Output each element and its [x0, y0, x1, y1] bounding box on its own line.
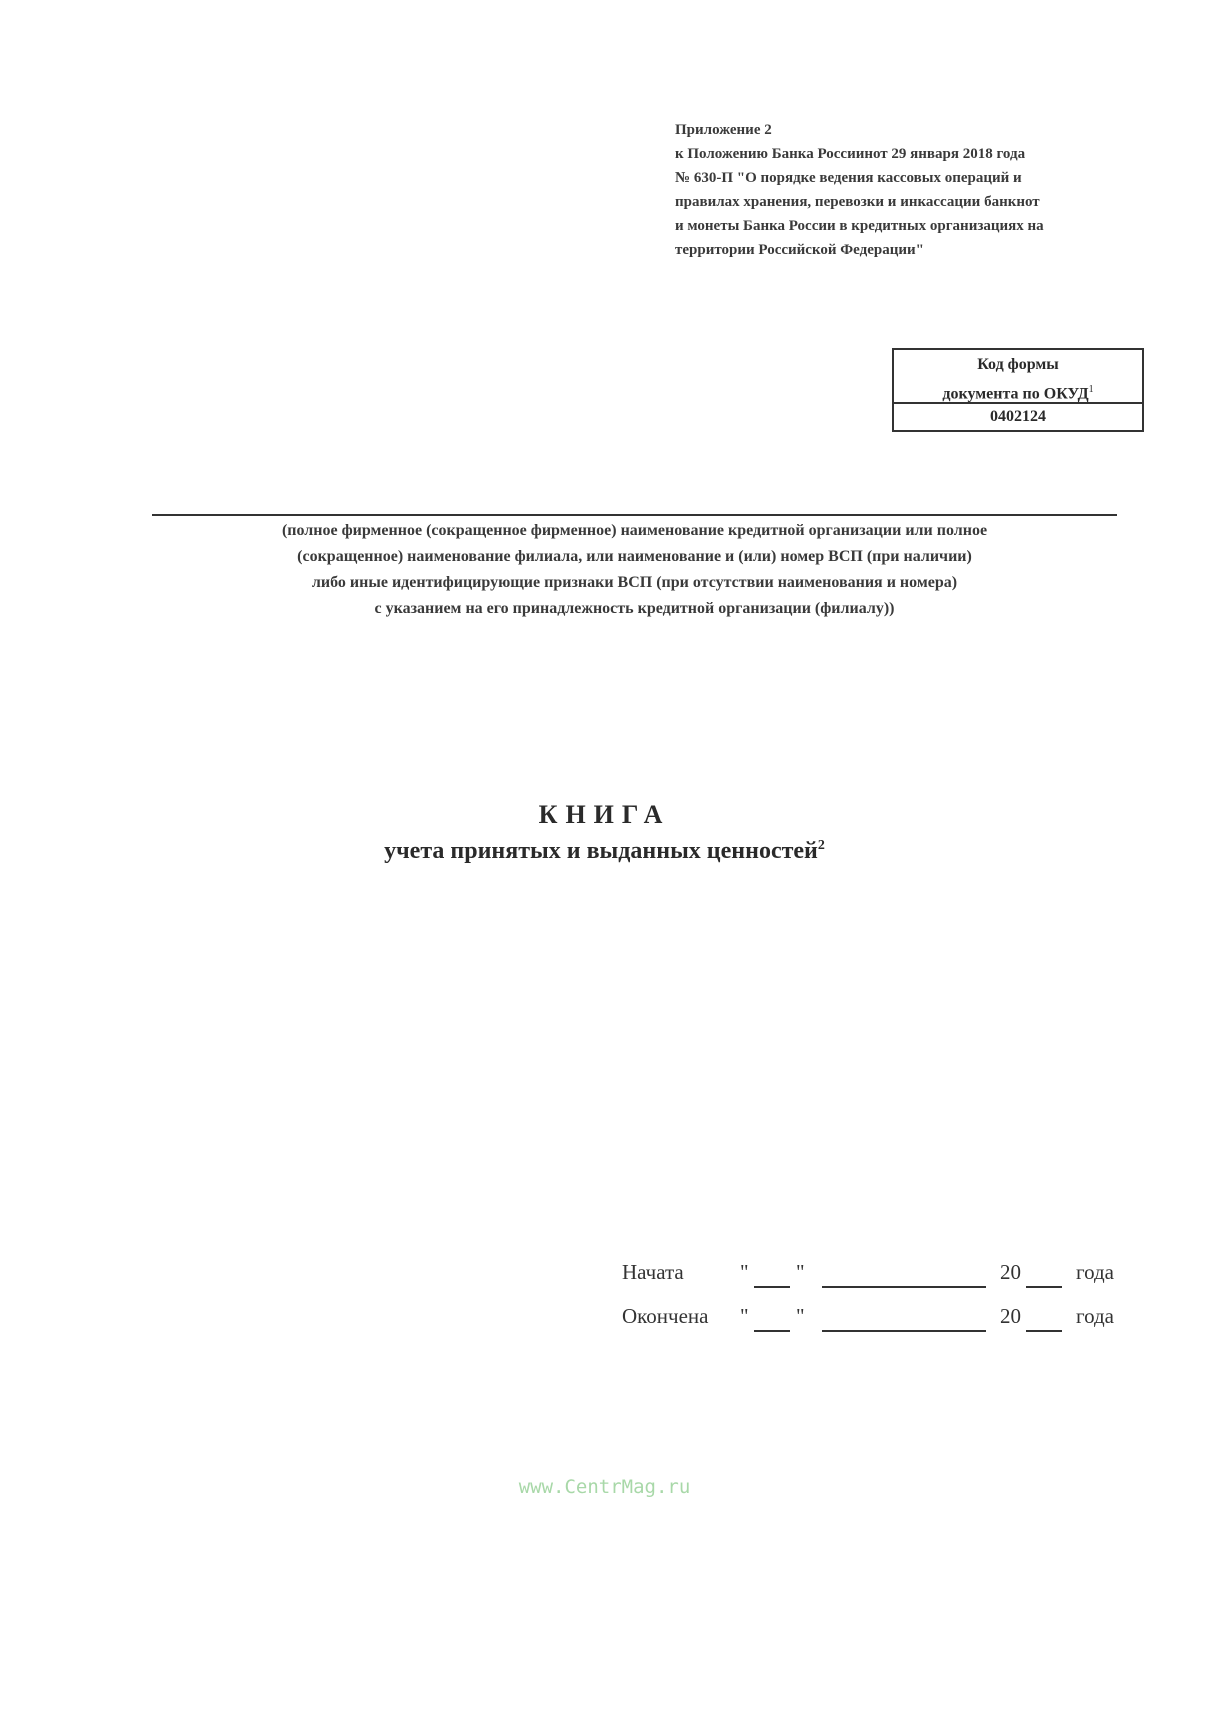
caption-line: (сокращенное) наименование филиала, или наименование и (или) номер ВСП (при наличии) — [297, 548, 972, 565]
appendix-line: территории Российской Федерации" — [675, 242, 924, 258]
caption-line: с указанием на его принадлежность кредитной организации (филиалу)) — [374, 600, 895, 617]
started-date-row — [622, 1260, 1142, 1304]
org-name-fill-line — [152, 514, 1117, 516]
appendix-line: правилах хранения, перевозки и инкассации банкнот — [675, 194, 1040, 210]
subtitle-footnote-mark: 2 — [817, 838, 825, 853]
document-title: КНИГА — [538, 800, 671, 829]
appendix-line: к Положению Банка Россиинот 29 января 2018 года — [675, 146, 1026, 162]
year-blank — [1026, 1330, 1062, 1332]
okud-code-value: 0402124 — [990, 408, 1046, 425]
okud-header-line: Код формы — [977, 356, 1059, 373]
month-blank — [822, 1330, 986, 1332]
day-blank — [754, 1286, 790, 1288]
caption-line: (полное фирменное (сокращенное фирменное) наименование кредитной организации или полное — [281, 522, 988, 539]
caption-line: либо иные идентифицирующие признаки ВСП (при отсутствии наименования и номера) — [311, 574, 958, 591]
appendix-line: № 630-П "О порядке ведения кассовых операций и — [675, 170, 1022, 186]
quote-open: " — [740, 1304, 749, 1328]
appendix-line: Приложение 2 — [675, 122, 772, 138]
quote-close: " — [796, 1304, 805, 1328]
org-name-caption — [152, 518, 1117, 622]
month-blank — [822, 1286, 986, 1288]
quote-close: " — [796, 1260, 805, 1284]
appendix-note — [675, 118, 1145, 262]
appendix-line: и монеты Банка России в кредитных организациях на — [675, 218, 1044, 234]
century-prefix: 20 — [1000, 1260, 1021, 1284]
okud-footnote-mark: 1 — [1088, 384, 1094, 395]
okud-header-text: документа по ОКУД — [942, 385, 1089, 403]
subtitle-text: учета принятых и выданных ценностей — [384, 838, 818, 864]
year-word: года — [1076, 1304, 1114, 1328]
okud-header-line — [894, 377, 1142, 406]
ended-label: Окончена — [622, 1304, 709, 1328]
quote-open: " — [740, 1260, 749, 1284]
site-watermark: www.CentrMag.ru — [518, 1476, 691, 1498]
year-blank — [1026, 1286, 1062, 1288]
okud-code-box — [892, 348, 1144, 432]
document-subtitle — [0, 838, 1209, 865]
ended-date-row — [622, 1304, 1142, 1348]
started-label: Начата — [622, 1260, 684, 1284]
year-word: года — [1076, 1260, 1114, 1284]
century-prefix: 20 — [1000, 1304, 1021, 1328]
date-block — [622, 1260, 1142, 1348]
okud-header — [894, 350, 1142, 404]
day-blank — [754, 1330, 790, 1332]
